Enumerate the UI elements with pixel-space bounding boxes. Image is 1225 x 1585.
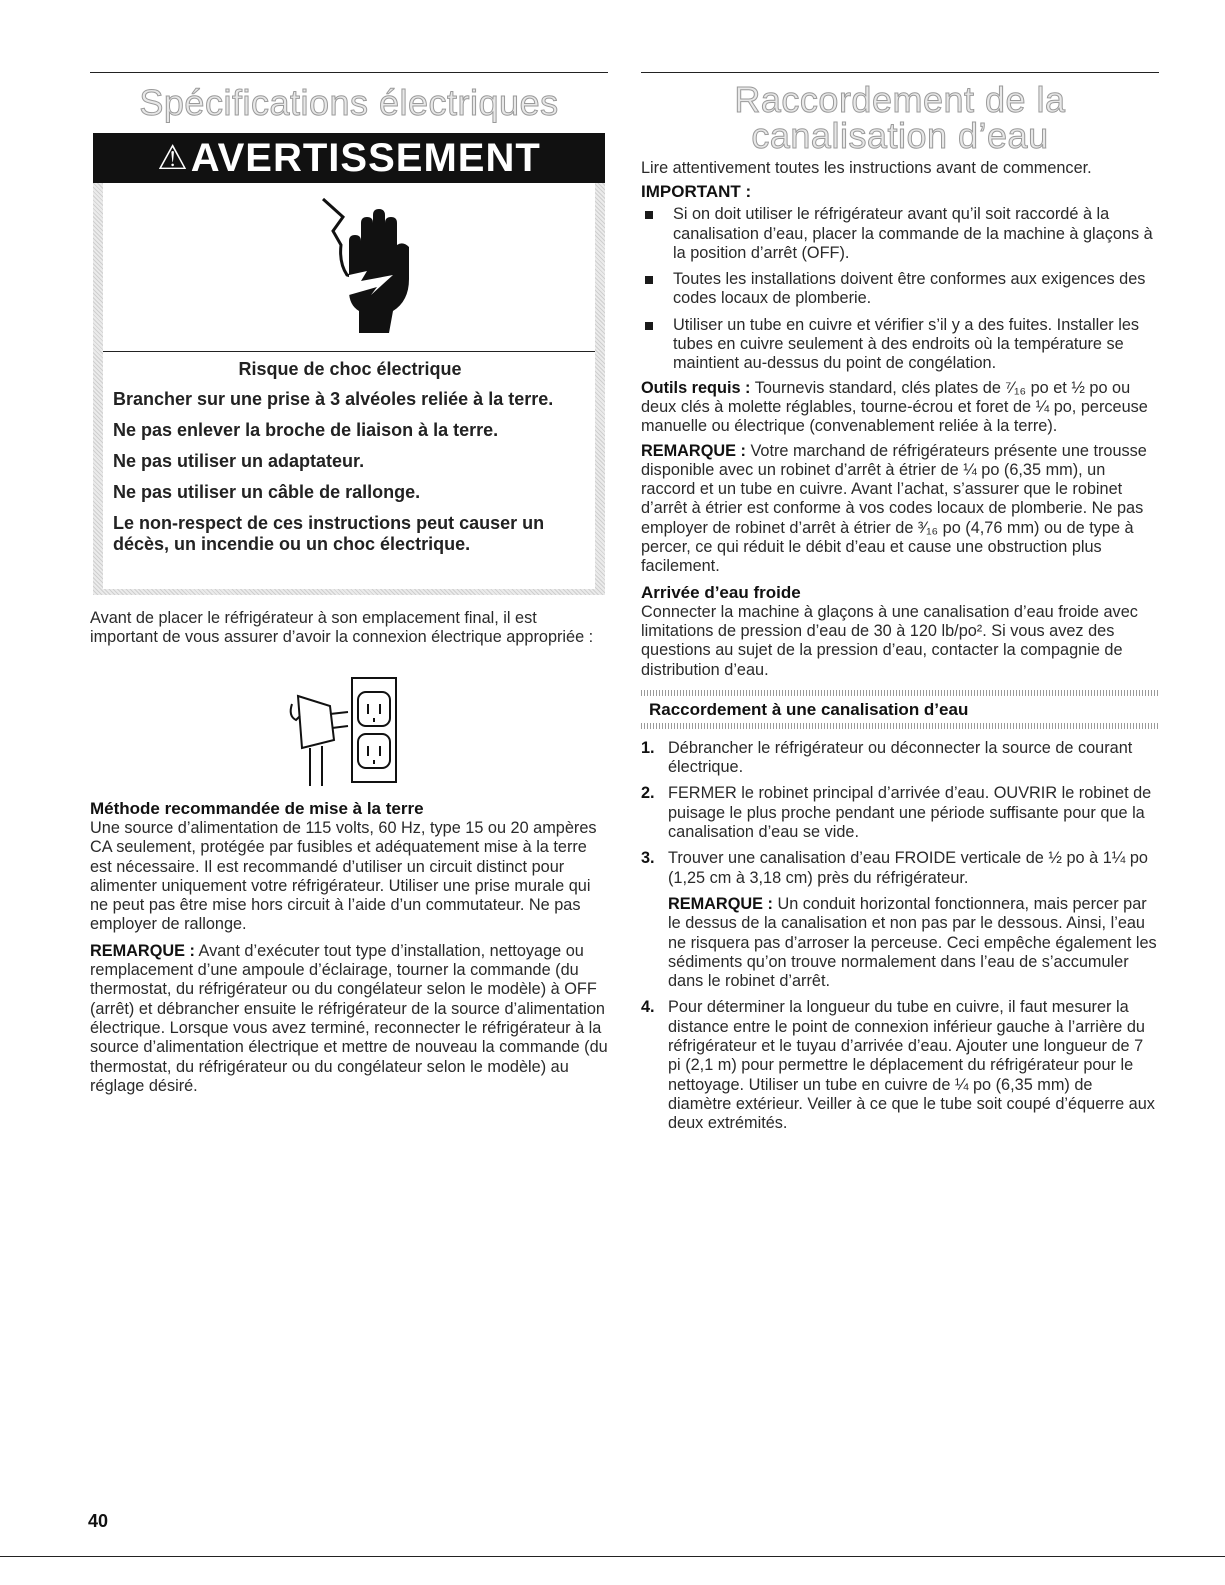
electrical-note-body: Avant d’exécuter tout type d’installation, nettoyage ou remplacement d’une ampoule d’éclairage, tourner la commande (du thermostat, du réfrigérateur ou du congélateur selon le modèle) à OFF (arrêt) et débrancher ensuite le réfrigérateur de la source d’alimentation électrique. Lorsque vous avez terminé, reconnecter le réfrigérateur à la source d’alimentation électrique et mettre de nouveau la commande (du thermostat, du réfrigérateur ou du congélateur selon le modèle) au réglage désiré.: [90, 941, 608, 1095]
step-4-text: Pour déterminer la longueur du tube en cuivre, il faut mesurer la distance entre le point de connexion inférieur gauche à l’arrière du réfrigérateur et le tuyau d’arrivée d’eau. Ajouter une longueur de 7 pi (2,1 m) pour permettre le déplacement du réfrigérateur pour le nettoyage. Utiliser un tube en cuivre de ¼ po (6,35 mm) de diamètre extérieur. Veiller à ce que le tube soit coupé d’équerre aux deux extrémités.: [668, 998, 1155, 1133]
important-bullet-3: Utiliser un tube en cuivre et vérifier s’il y a des fuites. Installer les tubes en cuivre seulement à des endroits où la température se maintient au-dessus du point de congélation.: [641, 316, 1159, 374]
important-label: IMPORTANT :: [641, 182, 752, 202]
important-bullet-1: Si on doit utiliser le réfrigérateur avant qu’il soit raccordé à la canalisation d’eau, placer la commande de la machine à glaçons à la position d’arrêt (OFF).: [641, 205, 1159, 263]
warning-line-2: Ne pas enlever la broche de liaison à la terre.: [113, 420, 499, 440]
water-intro: Lire attentivement toutes les instructions avant de commencer.: [641, 159, 1092, 177]
warning-text: [113, 359, 587, 565]
water-title-line-1: Raccordement de la: [734, 79, 1066, 120]
step-4: [641, 998, 1159, 1133]
water-note: [641, 442, 1159, 577]
electric-shock-icon: [103, 183, 595, 352]
warning-line-1: Brancher sur une prise à 3 alvéoles reliée à la terre.: [113, 389, 554, 409]
left-body-top: [90, 609, 608, 648]
method-title: Méthode recommandée de mise à la terre: [90, 799, 424, 818]
warning-header-text: AVERTISSEMENT: [190, 136, 541, 180]
bottom-rule: [0, 1556, 1225, 1557]
tools-label: Outils requis :: [641, 378, 751, 397]
section-title-electrical: Spécifications électriques: [139, 82, 559, 123]
step-2-number: 2.: [641, 784, 655, 803]
page-number: 40: [88, 1511, 109, 1531]
warning-header: [93, 133, 605, 183]
warning-inner: [103, 183, 595, 589]
step-3-note-body: Un conduit horizontal fonctionnera, mais percer par le dessus de la canalisation et non pas par le dessous. Ainsi, l’eau ne risquera pas d’arroser la perceuse. Ceci empêche également les sédiments qu’on trouve normalement dans l’eau de s’accumuler dans le robinet d’arrêt.: [668, 894, 1157, 991]
water-note-label: REMARQUE :: [641, 441, 746, 460]
left-body-bottom: [90, 798, 608, 1096]
cold-water-body: Connecter la machine à glaçons à une canalisation d’eau froide avec limitations de pression d’eau de 30 à 120 lb/po². Si vous avez des questions au sujet de la pression d’eau, contacter la compagnie de distribution d’eau.: [641, 602, 1138, 679]
warning-line-3: Ne pas utiliser un adaptateur.: [113, 451, 365, 471]
warning-risk: Risque de choc électrique: [238, 359, 462, 379]
step-3-note: [641, 895, 1159, 991]
tools-body: Tournevis standard, clés plates de ⁷⁄₁₆ po et ½ po ou deux clés à molette réglables, tourne-écrou et foret de ¼ po, perceuse manuelle ou électrique (convenablement reliée à la terre).: [641, 378, 1148, 436]
step-1-text: Débrancher le réfrigérateur ou déconnecter la source de courant électrique.: [668, 738, 1133, 777]
electrical-intro: Avant de placer le réfrigérateur à son emplacement final, il est important de vous assurer d’avoir la connexion électrique appropriée :: [90, 609, 594, 647]
step-2: [641, 784, 1159, 842]
step-3: [641, 849, 1159, 888]
warning-line-5: Le non-respect de ces instructions peut causer un décès, un incendie ou un choc électrique.: [113, 513, 545, 554]
water-body: [641, 159, 1159, 1133]
important-bullet-2: Toutes les installations doivent être conformes aux exigences des codes locaux de plomberie.: [641, 270, 1159, 309]
electrical-note-label: REMARQUE :: [90, 941, 195, 960]
top-rule-right: [641, 72, 1159, 73]
step-3-text: Trouver une canalisation d’eau FROIDE verticale de ½ po à 1¼ po (1,25 cm à 3,18 cm) près du réfrigérateur.: [668, 849, 1148, 887]
warning-triangle-icon: ⚠: [157, 139, 189, 177]
grounded-outlet-illustration: [280, 676, 410, 788]
connection-title: Raccordement à une canalisation d’eau: [649, 699, 969, 719]
connection-heading-bar: [641, 690, 1159, 729]
water-note-body: Votre marchand de réfrigérateurs présente une trousse disponible avec un robinet d’arrêt à étrier de ¼ po (6,35 mm), un raccord et un tube en cuivre. Avant l’achat, s’assurer que le robinet d’arrêt à étrier est conforme à vos codes locaux de plomberie. Ne pas employer de robinet d’arrêt à étrier de ³⁄₁₆ po (4,76 mm) ou de type à percer, ce qui réduit le débit d’eau et cause une obstruction plus facilement.: [641, 441, 1147, 576]
water-title: [641, 79, 1159, 156]
step-1: [641, 739, 1159, 778]
step-4-number: 4.: [641, 998, 655, 1017]
step-3-note-label: REMARQUE :: [668, 894, 773, 913]
electrical-note: [90, 942, 608, 1096]
step-3-number: 3.: [641, 849, 655, 868]
step-1-number: 1.: [641, 738, 655, 757]
top-rule: [90, 72, 608, 73]
cold-water-title: Arrivée d’eau froide: [641, 582, 801, 602]
water-title-line-2: canalisation d’eau: [751, 115, 1049, 156]
step-2-text: FERMER le robinet principal d’arrivée d’eau. OUVRIR le robinet de puisage le plus proche pendant une période suffisante pour que la canalisation d’eau se vide.: [668, 784, 1152, 842]
warning-line-4: Ne pas utiliser un câble de rallonge.: [113, 482, 421, 502]
tools-paragraph: [641, 379, 1159, 437]
method-body: Une source d’alimentation de 115 volts, 60 Hz, type 15 ou 20 ampères CA seulement, protégée par fusibles et adéquatement mise à la terre est nécessaire. Il est recommandé d’utiliser un circuit distinct pour alimenter uniquement votre réfrigérateur. Utiliser une prise murale qui ne peut pas être mise hors circuit à l’aide d’un commutateur. Ne pas employer de rallonge.: [90, 819, 597, 934]
warning-box: [93, 133, 605, 595]
